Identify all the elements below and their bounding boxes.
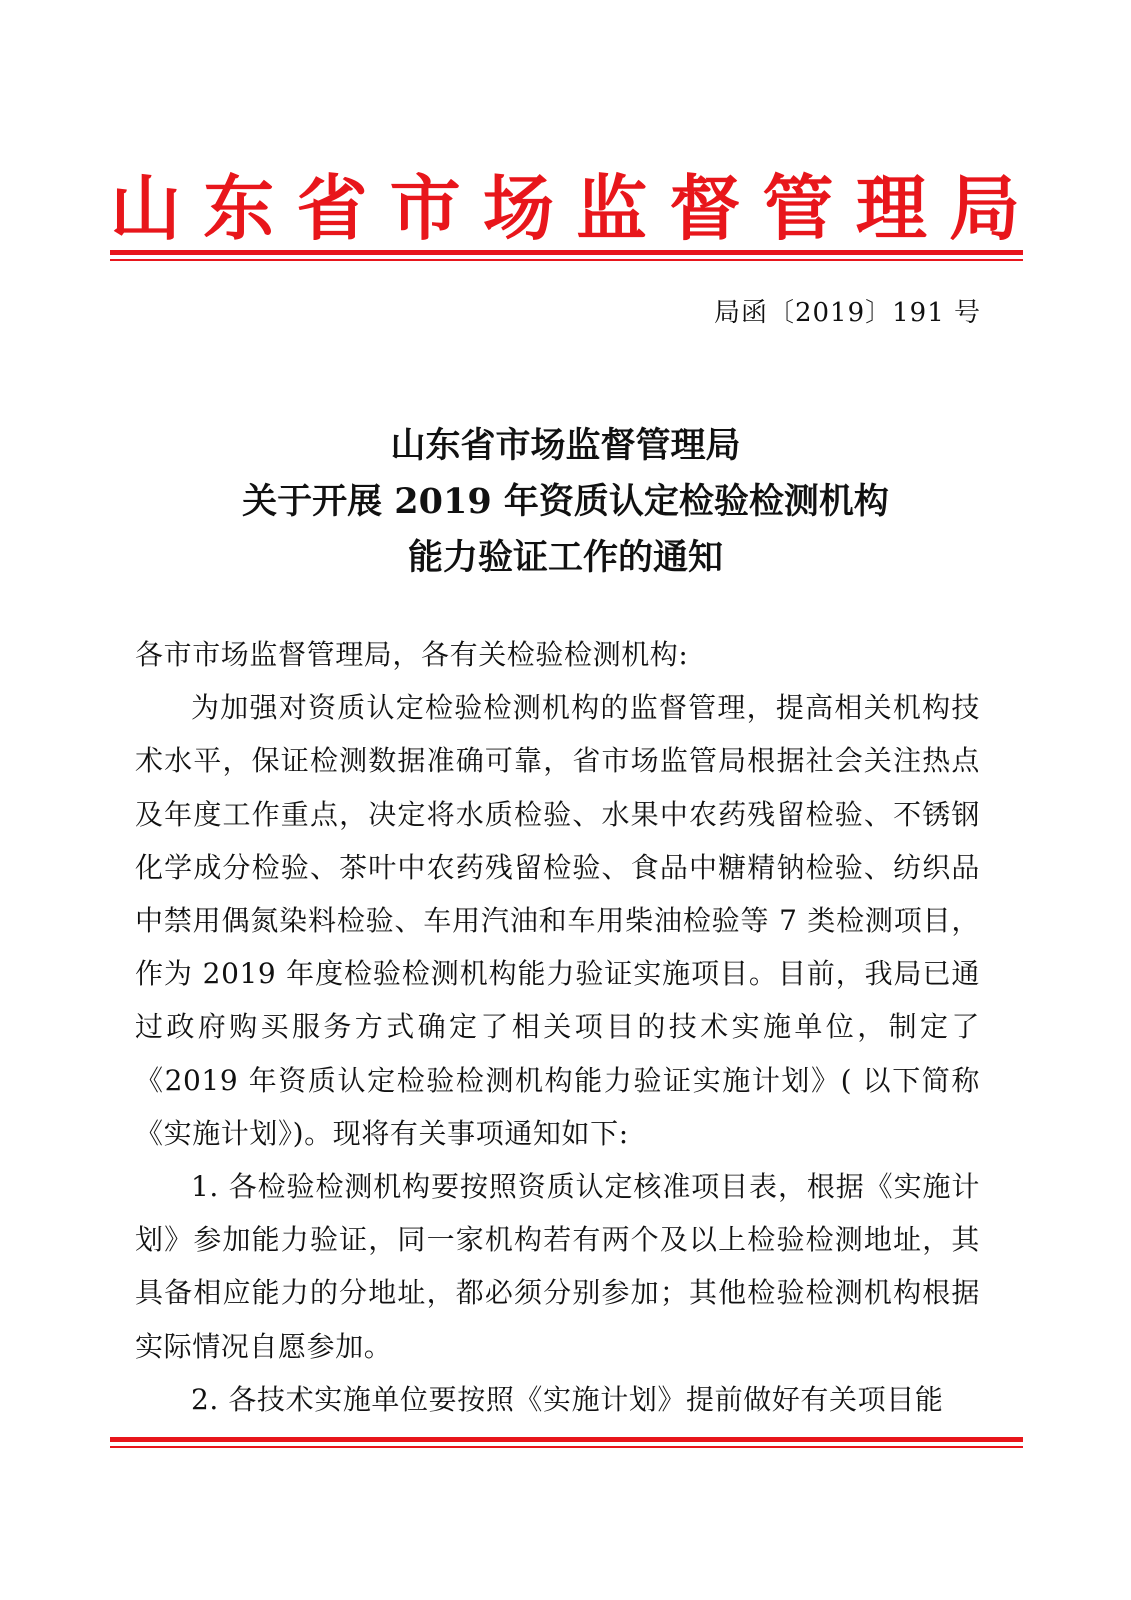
footer-rule-thick [110,1437,1023,1442]
masthead-char: 省 [296,165,368,250]
masthead-title [110,163,1020,253]
paragraph-intro: 为加强对资质认定检验检测机构的监督管理，提高相关机构技术水平，保证检测数据准确可靠，省市场监管局根据社会关注热点及年度工作重点，决定将水质检验、水果中农药残留检验、不锈钢化学成分检验、茶叶中农药残留检验、食品中糖精钠检验、纺织品中禁用偶氮染料检验、车用汽油和车用柴油检验等 7 类检测项目，作为 2019 年度检验检测机构能力验证实施项目。目前，我局已通过政府购买服务方式确定了相关项目的技术实施单位，制定了《2019 年资质认定检验检测机构能力验证实施计划》( 以下简称《实施计划》)。现将有关事项通知如下: [135,691,980,1150]
document-body [135,628,980,1426]
masthead-char: 市 [389,165,461,250]
title-line-2: 关于开展 2019 年资质认定检验检测机构 [242,481,889,522]
masthead-rule-thick [110,250,1023,255]
masthead-char: 局 [948,165,1020,250]
salutation: 各市市场监督管理局，各有关检验检测机构: [135,638,689,671]
masthead-char: 督 [669,165,741,250]
title-line-1: 山东省市场监督管理局 [390,425,741,466]
masthead-char: 监 [576,165,648,250]
masthead-char: 东 [203,165,275,250]
footer-rule-thin [110,1446,1023,1448]
masthead-rule-thin [110,259,1023,261]
masthead-char: 理 [855,165,927,250]
paragraph-item-1: 1. 各检验检测机构要按照资质认定核准项目表，根据《实施计划》参加能力验证，同一家机构若有两个及以上检验检测地址，其具备相应能力的分地址，都必须分别参加；其他检验检测机构根据实际情况自愿参加。 [135,1170,980,1363]
masthead-char: 场 [482,165,554,250]
masthead-char: 管 [762,165,834,250]
document-title [110,418,1021,586]
paragraph-item-2: 2. 各技术实施单位要按照《实施计划》提前做好有关项目能 [191,1382,944,1416]
masthead-char: 山 [110,165,182,250]
title-line-3: 能力验证工作的通知 [407,537,723,578]
document-number: 局函〔2019〕191 号 [713,298,981,328]
